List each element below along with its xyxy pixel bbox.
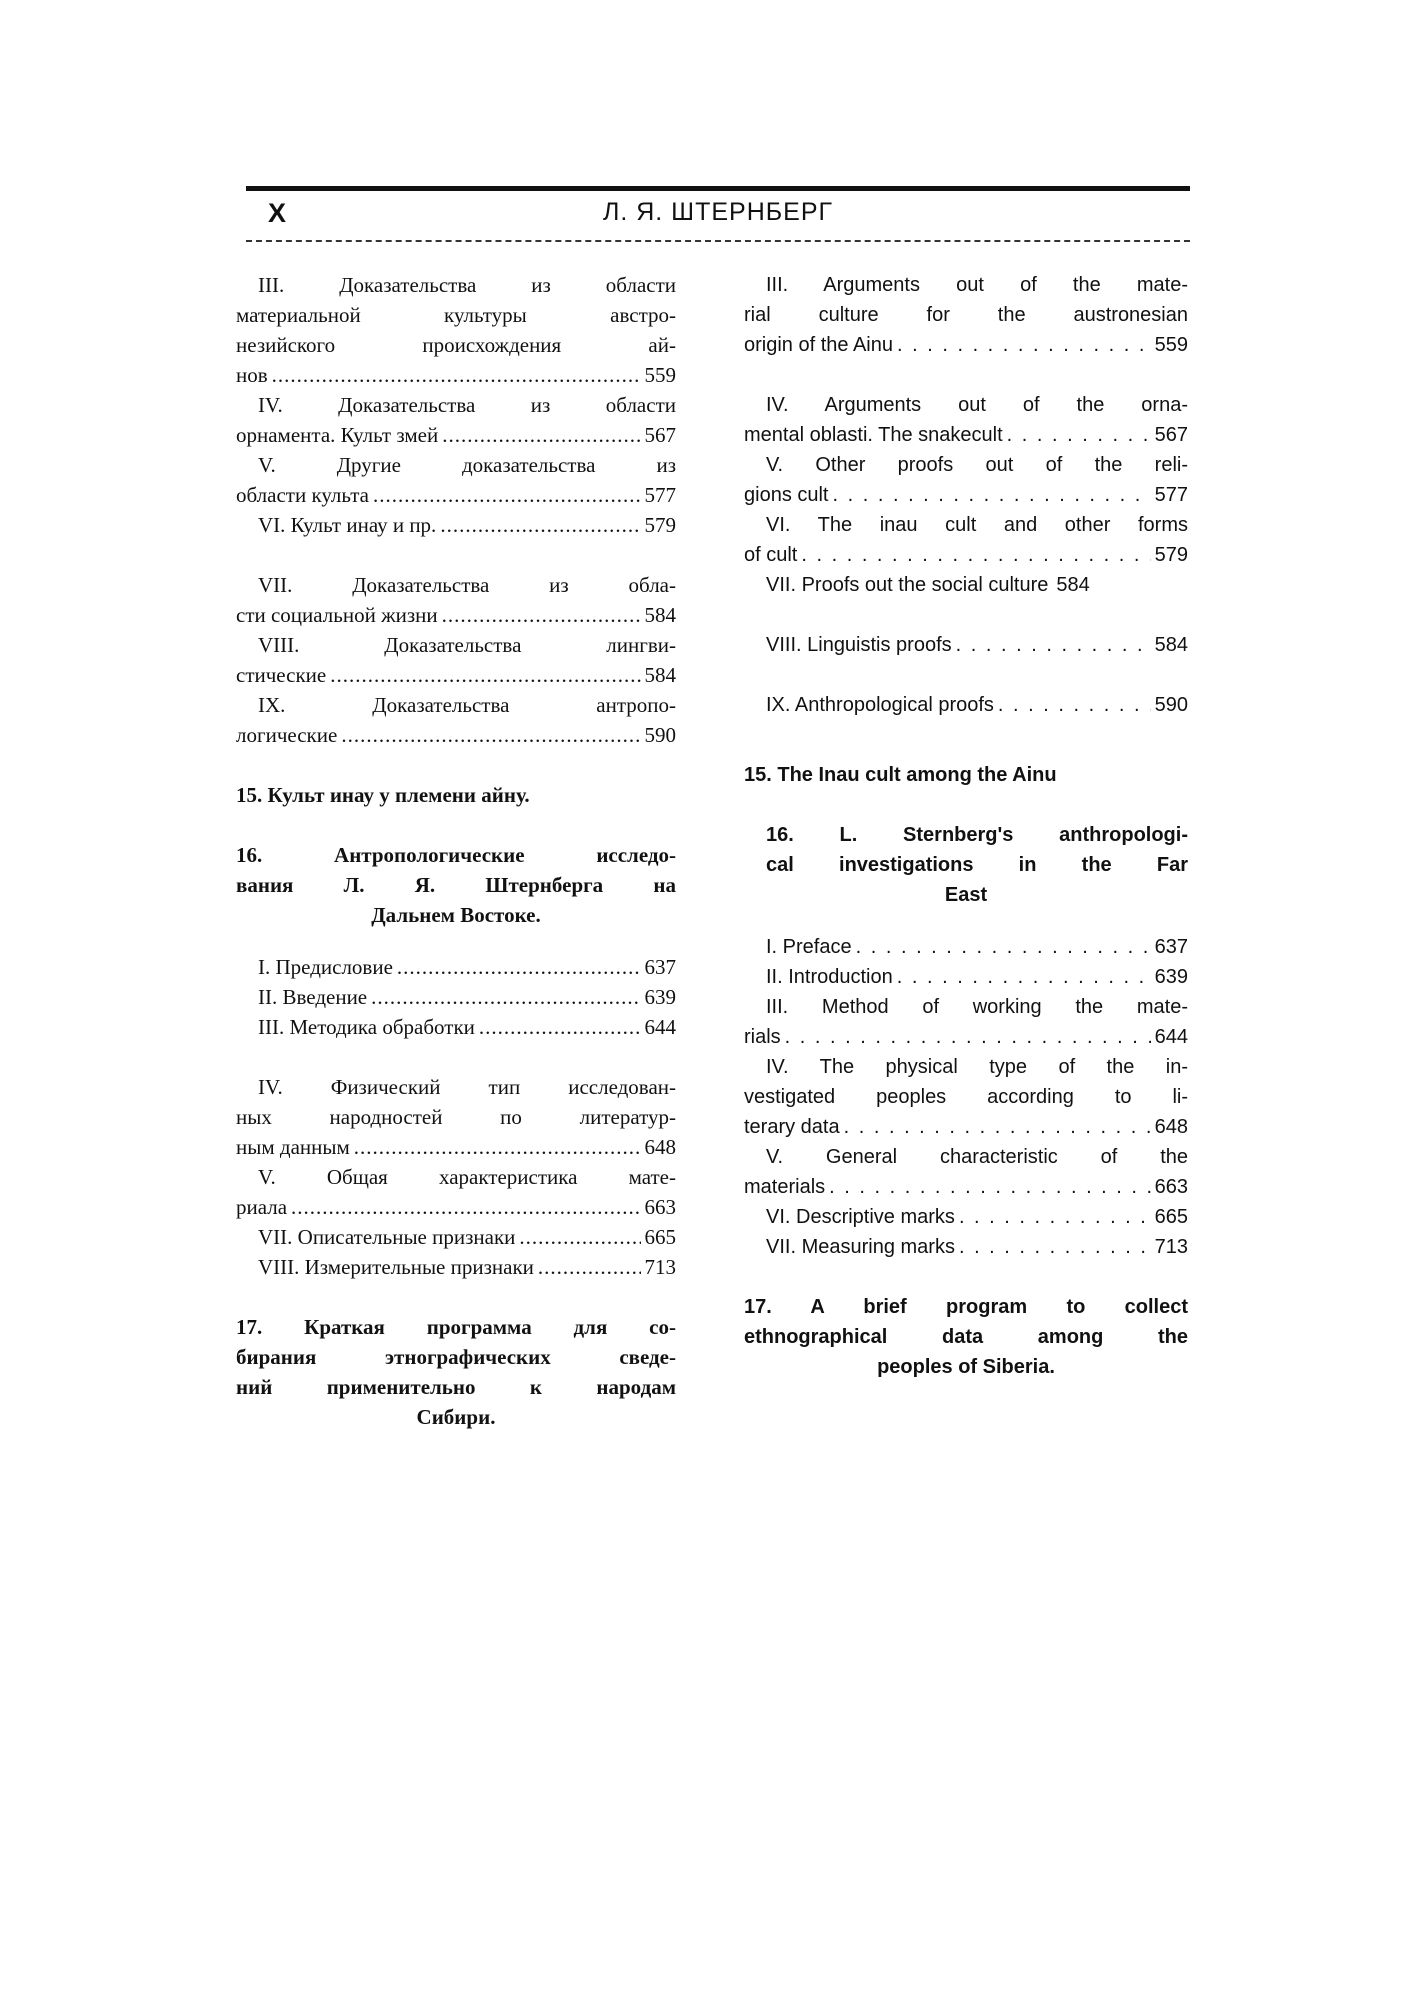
toc-entry-en-viii: VIII. Linguistis proofs . . . 584 <box>744 630 1188 660</box>
toc-entry-en-iv: IV. Arguments out of the orna- mental oblasti. The snakecult . . . 567 <box>744 390 1188 450</box>
toc-entry-en-vi: VI. The inau cult and other forms of cult . . . 579 <box>744 510 1188 570</box>
toc-entry-ru-vi: VI. Культ инау и пр. ..... 579 <box>236 510 676 540</box>
toc-section-en-15: 15. The Inau cult among the Ainu <box>744 764 1057 786</box>
page-ref: 665 <box>1154 1206 1188 1228</box>
toc-entry-en-vii: VII. Proofs out the social culture 584 <box>744 570 1188 600</box>
page-ref: 579 <box>1154 544 1188 566</box>
page-ref: 584 <box>644 663 676 687</box>
toc-entry-ru-iv: IV. Доказательства из области орнамента. Культ змей ..... 567 <box>236 390 676 450</box>
page-ref: 639 <box>644 985 676 1009</box>
page-ref: 567 <box>644 423 676 447</box>
toc-entry-en-16-vi: VI. Descriptive marks . . . 665 <box>744 1202 1188 1232</box>
toc-entry-en-iii: III. Arguments out of the mate- rial culture for the austronesian origin of the Ainu . . . 559 <box>744 270 1188 360</box>
page-ref: 637 <box>644 955 676 979</box>
toc-section-ru-17: 17. Краткая программа для со- бирания этнографических сведе- ний применительно к народам Сибири. <box>236 1315 676 1429</box>
toc-entry-ru-16-ii: II. Введение ..... 639 <box>236 982 676 1012</box>
toc-entry-en-16-vii: VII. Measuring marks . . . 713 <box>744 1232 1188 1262</box>
toc-column-english <box>744 270 1188 1382</box>
page-ref: 644 <box>1154 1026 1188 1048</box>
page-ref: 579 <box>644 513 676 537</box>
toc-entry-en-ix: IX. Anthropological proofs . . . 590 <box>744 690 1188 720</box>
toc-column-russian <box>236 270 676 1432</box>
toc-entry-en-16-i: I. Preface . . . 637 <box>744 932 1188 962</box>
toc-entry-ru-16-vii: VII. Описательные признаки ..... 665 <box>236 1222 676 1252</box>
page-ref: 663 <box>644 1195 676 1219</box>
page-ref: 567 <box>1154 424 1188 446</box>
page-ref: 648 <box>1154 1116 1188 1138</box>
page-ref: 559 <box>644 363 676 387</box>
page-number: X <box>268 198 287 228</box>
toc-entry-ru-16-v: V. Общая характеристика мате- риала ..... 663 <box>236 1162 676 1222</box>
toc-entry-ru-vii: VII. Доказательства из обла- сти социальной жизни ..... 584 <box>236 570 676 630</box>
page-ref: 590 <box>1154 694 1188 716</box>
page-ref: 584 <box>1154 634 1188 656</box>
toc-entry-en-16-iii: III. Method of working the mate- rials . . . 644 <box>744 992 1188 1052</box>
toc-section-en-17: 17. A brief program to collect ethnographical data among the peoples of Siberia. <box>744 1296 1188 1378</box>
page-ref: 577 <box>1154 484 1188 506</box>
toc-entry-ru-16-iv: IV. Физический тип исследован- ных народностей по литератур- ным данным ..... 648 <box>236 1072 676 1162</box>
page-ref: 584 <box>1056 574 1090 596</box>
page-ref: 584 <box>644 603 676 627</box>
header-bottom-rule <box>246 240 1190 242</box>
page-ref: 648 <box>644 1135 676 1159</box>
page-ref: 644 <box>644 1015 676 1039</box>
toc-entry-en-v: V. Other proofs out of the reli- gions cult . . . 577 <box>744 450 1188 510</box>
page-ref: 713 <box>1154 1236 1188 1258</box>
running-title: Л. Я. ШТЕРНБЕРГ <box>602 198 834 226</box>
toc-entry-en-16-iv: IV. The physical type of the in- vestigated peoples according to li- terary data . . . 648 <box>744 1052 1188 1142</box>
toc-section-ru-15: 15. Культ инау у племени айну. <box>236 783 530 807</box>
page-ref: 559 <box>1154 334 1188 356</box>
toc-entry-en-16-v: V. General characteristic of the materials . . . 663 <box>744 1142 1188 1202</box>
toc-entry-en-16-ii: II. Introduction . . . 639 <box>744 962 1188 992</box>
page-header <box>246 192 1190 238</box>
header-top-rule <box>246 186 1190 191</box>
toc-entry-ru-16-i: I. Предисловие ..... 637 <box>236 952 676 982</box>
page-ref: 637 <box>1154 936 1188 958</box>
page-ref: 663 <box>1154 1176 1188 1198</box>
page-ref: 639 <box>1154 966 1188 988</box>
toc-entry-ru-v: V. Другие доказательства из области культа ..... 577 <box>236 450 676 510</box>
page-ref: 713 <box>644 1255 676 1279</box>
toc-entry-ru-iii: III. Доказательства из области материальной культуры австро- незийского происхождения ай- нов ..... 559 <box>236 270 676 390</box>
page-ref: 577 <box>644 483 676 507</box>
toc-entry-ru-viii: VIII. Доказательства лингви- стические ..... 584 <box>236 630 676 690</box>
toc-section-en-16: 16. L. Sternberg's anthropologi- cal investigations in the Far East <box>766 824 1188 906</box>
toc-entry-ru-ix: IX. Доказательства антропо- логические ..... 590 <box>236 690 676 750</box>
toc-section-ru-16: 16. Антропологические исследо- вания Л. Я. Штернберга на Дальнем Востоке. <box>236 843 676 927</box>
page-ref: 590 <box>644 723 676 747</box>
toc-entry-ru-16-viii: VIII. Измерительные признаки ..... 713 <box>236 1252 676 1282</box>
page-ref: 665 <box>644 1225 676 1249</box>
toc-entry-ru-16-iii: III. Методика обработки ..... 644 <box>236 1012 676 1042</box>
